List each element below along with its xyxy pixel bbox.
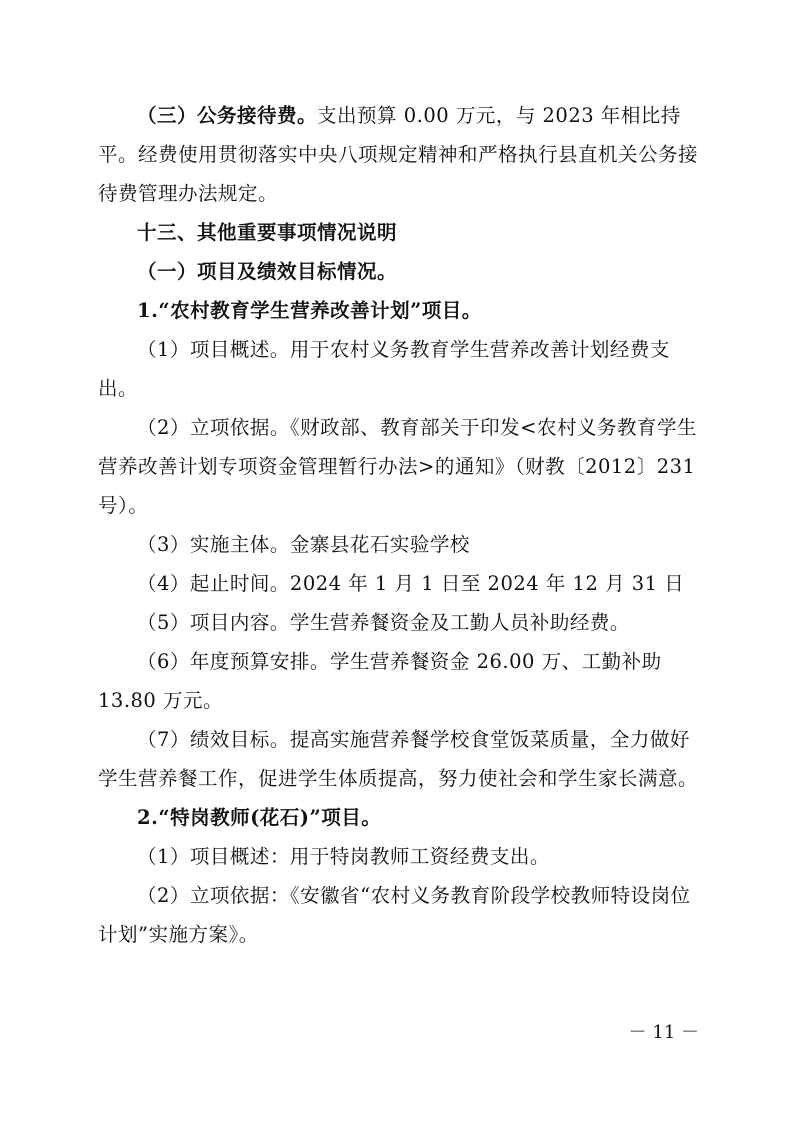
paragraph-reception-fee [98, 96, 698, 213]
page-number: － 11 － [628, 1022, 699, 1043]
paragraph-text: 支出预算 0.00 万元，与 2023 年相比持平。经费使用贯彻落实中央八项规定精神和严格执行县直机关公务接待费管理办法规定。 [98, 104, 699, 205]
project-1-subject: （3）实施主体。金寨县花石实验学校 [137, 533, 470, 556]
subsection-heading-projects: （一）项目及绩效目标情况。 [137, 260, 398, 283]
document-body [98, 96, 698, 954]
project-1-overview: （1）项目概述。用于农村义务教育学生营养改善计划经费支出。 [98, 338, 670, 400]
project-1-budget: （6）年度预算安排。学生营养餐资金 26.00 万、工勤补助 13.80 万元。 [98, 650, 662, 712]
paragraph-heading: （三）公务接待费。 [137, 104, 318, 127]
project-1-period: （4）起止时间。2024 年 1 月 1 日至 2024 年 12 月 31 日 [137, 572, 685, 595]
project-2-basis: （2）立项依据：《安徽省“农村义务教育阶段学校教师特设岗位计划”实施方案》。 [98, 884, 691, 946]
project-1-content: （5）项目内容。学生营养餐资金及工勤人员补助经费。 [137, 611, 630, 634]
project-1-basis: （2）立项依据。《财政部、教育部关于印发<农村义务教育学生营养改善计划专项资金管理暂行办法>的通知》（财教〔2012〕231 号）。 [98, 416, 697, 517]
project-2-title: 2.“特岗教师(花石)”项目。 [137, 806, 382, 829]
project-1-goal: （7）绩效目标。提高实施营养餐学校食堂饭菜质量，全力做好学生营养餐工作，促进学生体质提高，努力使社会和学生家长满意。 [98, 728, 699, 790]
project-1-title: 1.“农村教育学生营养改善计划”项目。 [137, 299, 482, 322]
section-heading-13: 十三、其他重要事项情况说明 [137, 221, 398, 244]
project-2-overview: （1）项目概述：用于特岗教师工资经费支出。 [137, 845, 550, 868]
